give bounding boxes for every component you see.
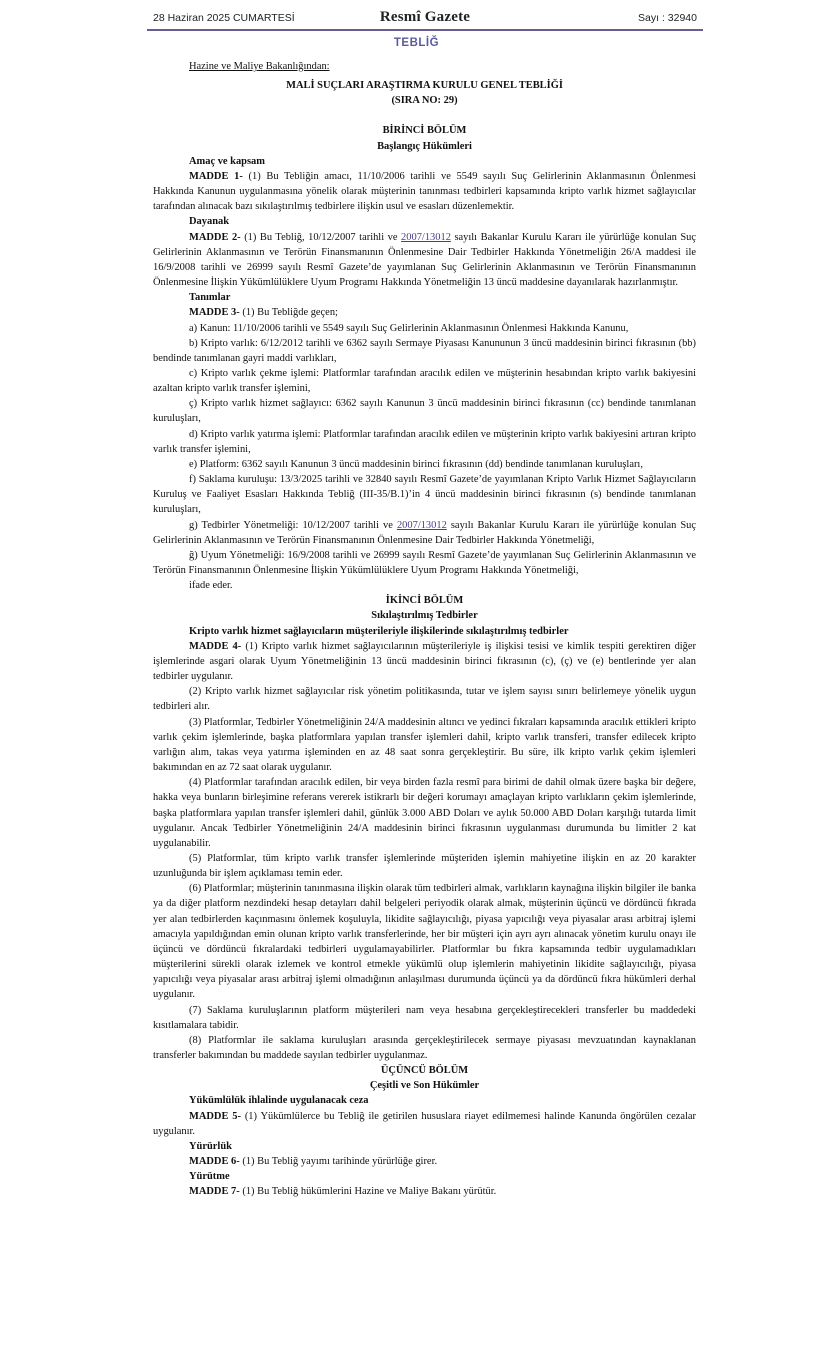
gazette-header bbox=[147, 8, 703, 31]
article-2-text-a: (1) Bu Tebliğ, 10/12/2007 tarihli ve bbox=[244, 231, 398, 243]
definition-g-text-b: sayılı Bakanlar Kurulu Kararı ile yürürlüğe konulan Suç Gelirlerinin Aklanmasının ve Terörün Finansmanının Önlenmesine Dair Tedbirler Hakkında Yönetmeliği, bbox=[153, 519, 697, 546]
definition-e: e) Platform: 6362 sayılı Kanunun 3 üncü maddesinin birinci fıkrasının (dd) bendinde tanımlanan kuruluşları, bbox=[189, 458, 643, 470]
part1-heading: BİRİNCİ BÖLÜM bbox=[382, 125, 467, 137]
article-1-label: MADDE 1- bbox=[189, 170, 243, 182]
article-4-p7: (7) Saklama kuruluşlarının platform müşterileri nam veya hesabına gerçekleştirecekleri transferler bu maddedeki kısıtlamalara tabidir. bbox=[153, 1004, 696, 1031]
section-type: TEBLİĞ bbox=[393, 37, 440, 49]
heading-article-4: Kripto varlık hizmet sağlayıcıların müşterileriyle ilişkilerinde sıkılaştırılmış tedbirler bbox=[189, 625, 569, 637]
heading-tanimlar: Tanımlar bbox=[189, 292, 231, 304]
article-3 bbox=[153, 305, 696, 320]
part1-subheading: Başlangıç Hükümleri bbox=[377, 140, 472, 152]
article-5-label: MADDE 5- bbox=[189, 1110, 241, 1122]
decree-link[interactable]: 2007/13012 bbox=[396, 519, 447, 531]
article-2-label: MADDE 2- bbox=[189, 231, 241, 243]
article-4 bbox=[153, 639, 696, 684]
ifade-eder: ifade eder. bbox=[189, 580, 233, 592]
definition-a: a) Kanun: 11/10/2006 tarihli ve 5549 sayılı Suç Gelirlerinin Aklanmasının Önlenmesi Hakkında Kanunu, bbox=[189, 322, 629, 334]
article-6 bbox=[153, 1154, 696, 1169]
part2-subheading: Sıkılaştırılmış Tedbirler bbox=[371, 610, 478, 622]
article-4-p5: (5) Platformlar, tüm kripto varlık transfer işlemlerinde müşteriden işlemin mahiyetine ilişkin en az 20 karakter uzunluğunda bir işlem açıklaması temin eder. bbox=[153, 852, 696, 880]
article-3-text: (1) Bu Tebliğde geçen; bbox=[242, 307, 338, 319]
document-body bbox=[153, 59, 696, 1200]
part3-subheading: Çeşitli ve Son Hükümler bbox=[369, 1080, 480, 1092]
definition-c: c) Kripto varlık çekme işlemi: Platformlar tarafından aracılık edilen ve müşterinin hesabından kripto varlık bakiyesini azaltan kripto varlık transfer işlemini, bbox=[153, 367, 696, 395]
article-4-p8: (8) Platformlar ile saklama kuruluşları arasında gerçekleştirilecek sermaye piyasası mevzuatından kaynaklanan transferler bakımından bu maddede sayılan tedbirler uygulanmaz. bbox=[153, 1034, 696, 1061]
article-4-label: MADDE 4- bbox=[189, 640, 242, 652]
definition-g-text-a: g) Tedbirler Yönetmeliği: 10/12/2007 tarihli ve bbox=[189, 519, 393, 531]
gazette-name: Resmî Gazete bbox=[379, 9, 471, 25]
article-1-text: (1) Bu Tebliğin amacı, 11/10/2006 tarihli ve 5549 sayılı Suç Gelirlerinin Aklanmasının Önlenmesi Hakkında Kanunun uygulanmasına yönelik olarak müşterinin tanınması tedbirleri kapsamında kripto varlık hizmet sağlayıcılar tarafından alınacak bazı sıkılaştırılmış tedbirlere ilişkin usul ve esasları düzenlemektir. bbox=[153, 170, 696, 213]
article-4-p3: (3) Platformlar, Tedbirler Yönetmeliğinin 24/A maddesinin altıncı ve yedinci fıkraları kapsamında aracılık ettikleri kripto varlık çekim işlemlerinde, başka platformlara yapılan transfer işlemleri dahil, kripto varlık transferi, transfer edilecek kripto varlığın alım, takas veya yatırma işleminden en az 48 saat sonra gerçekleştirir. Bu süre, ilk kripto varlık çekim işlemleri bakımından en az 72 saat olarak uygulanır. bbox=[153, 716, 696, 774]
definition-gg: ğ) Uyum Yönetmeliği: 16/9/2008 tarihli ve 26999 sayılı Resmî Gazete’de yayımlanan Suç Gelirlerinin Aklanmasının ve Terörün Finansmanının Önlenmesine İlişkin Yükümlülüklere Uyum Programı Hakkında Yönetmeliği, bbox=[153, 549, 696, 576]
definition-d: d) Kripto varlık yatırma işlemi: Platformlar tarafından aracılık edilen ve müşterinin kripto varlık bakiyesini artıran kripto varlık transfer işlemini, bbox=[153, 428, 696, 455]
doc-title: MALİ SUÇLARI ARAŞTIRMA KURULU GENEL TEBLİĞİ bbox=[286, 80, 563, 92]
definition-cc: ç) Kripto varlık hizmet sağlayıcı: 6362 sayılı Kanunun 3 üncü maddesinin birinci fıkrasının (cc) bendinde tanımlanan kuruluşları, bbox=[153, 398, 696, 425]
heading-yururluk: Yürürlük bbox=[189, 1140, 232, 1152]
article-7-label: MADDE 7- bbox=[189, 1186, 240, 1198]
article-2 bbox=[153, 230, 696, 291]
article-2-text-b: sayılı Bakanlar Kurulu Kararı ile yürürlüğe konulan Suç Gelirlerinin Aklanmasının ve Terörün Finansmanının Önlenmesine Dair Tedbirler Hakkında Yönetmeliğin 26/A maddesi ile 16/9/2008 tarihli ve 26999 sayılı Resmî Gazete’de yayımlanan Suç Gelirlerinin Aklanmasının ve Terörün Finansmanının Önlenmesine İlişkin Yükümlülüklere Uyum Programı Hakkında Yönetmeliğin 13 üncü maddesine dayanılarak hazırlanmıştır. bbox=[153, 231, 697, 289]
article-4-p4: (4) Platformlar tarafından aracılık edilen, bir veya birden fazla resmî para birimi de dahil olmak üzere başka bir değere, hakka veya bunların birleşimine referans vererek istikrarlı bir değeri korumayı amaçlayan kripto varlıkların çekim işlemlerinde, başka platformlara yapılan transfer işlemleri dahil, günlük 3.000 ABD Doları ve aylık 50.000 ABD Doları karşılığı tutarda limit uygulanır. Ancak Tedbirler Yönetmeliğinin 24/A maddesinin birinci fıkrasının uygulanması durumunda bu limitler 2 kat uygulanabilir. bbox=[153, 777, 696, 849]
heading-ceza: Yükümlülük ihlalinde uygulanacak ceza bbox=[189, 1095, 369, 1107]
article-6-text: (1) Bu Tebliğ yayımı tarihinde yürürlüğe girer. bbox=[242, 1156, 438, 1168]
definition-b: b) Kripto varlık: 6/12/2012 tarihli ve 6362 sayılı Sermaye Piyasası Kanununun 3 üncü maddesinin birinci fıkrasının (bb) bendinde tanımlanan gayri maddi varlıkları, bbox=[153, 337, 696, 364]
definition-g bbox=[153, 518, 696, 548]
article-3-label: MADDE 3- bbox=[189, 307, 240, 319]
article-5-text: (1) Yükümlülerce bu Tebliğ ile getirilen hususlara riayet edilmemesi halinde Kanunda öngörülen cezalar uygulanır. bbox=[153, 1110, 696, 1137]
article-7-text: (1) Bu Tebliğ hükümlerini Hazine ve Maliye Bakanı yürütür. bbox=[242, 1186, 497, 1198]
doc-subtitle: (SIRA NO: 29) bbox=[391, 95, 458, 107]
ministry: Hazine ve Maliye Bakanlığından: bbox=[189, 61, 330, 72]
heading-amac: Amaç ve kapsam bbox=[189, 155, 265, 167]
header-date: 28 Haziran 2025 CUMARTESİ bbox=[153, 12, 295, 24]
article-1 bbox=[153, 169, 696, 214]
article-5 bbox=[153, 1109, 696, 1139]
article-6-label: MADDE 6- bbox=[189, 1156, 240, 1168]
article-4-p2: (2) Kripto varlık hizmet sağlayıcılar risk yönetim politikasında, tutar ve işlem sayısı sınırı belirlemeye yönelik uygun tedbirleri alır. bbox=[153, 686, 696, 713]
article-7 bbox=[153, 1184, 696, 1199]
decree-link[interactable]: 2007/13012 bbox=[401, 231, 451, 243]
heading-dayanak: Dayanak bbox=[189, 216, 230, 228]
part2-heading: İKİNCİ BÖLÜM bbox=[385, 595, 464, 607]
article-4-p1: (1) Kripto varlık hizmet sağlayıcılarının müşterileriyle iş ilişkisi tesisi ve kimlik tespiti gerektiren diğer işlemlerinde asgari olarak Uyum Yönetmeliğinin 13 üncü maddesinin birinci fıkrasının (c), (ç) ve (e) bentlerinde yer alan tedbirler uygulanır. bbox=[153, 640, 697, 683]
heading-yurutme: Yürütme bbox=[189, 1171, 230, 1183]
part3-heading: ÜÇÜNCÜ BÖLÜM bbox=[380, 1065, 469, 1077]
article-4-p6: (6) Platformlar; müşterinin tanınmasına ilişkin olarak tüm tedbirleri almak, varlıkların kaynağına ilişkin bilgiler ile banka ya da diğer platform nezdindeki hesap detayları dahil belgeleri periyodik olarak almak, müşterinin üçüncü ve dördüncü fıkrada yer alan tedbirlerden kaçınmasını önlemek koşuluyla, likidite sağlayıcılığı, piyasa yapıcılığı veya piyasalar arası arbitraj işlemi amacıyla yapıldığından emin olunan kripto varlık transferlerinde, her bir müşteri için ayrı ayrı alınacak yönetim kurulu onayı ile üçüncü ve dördüncü fıkralardaki tedbirleri uygulamayabilirler. Platformlar bu fıkra kapsamında tedbir uygulamadıkları müşterilerini sürekli olarak izlemek ve kontrol etmekle yükümlü olup işlemlerin mahiyetinin likidite sağlayıcılığı, piyasa yapıcılığı veya piyasalar arası arbitraj işlemi olmadığının anlaşılması durumunda üçüncü ya da dördüncü fıkra hükümleri derhal uygulanır. bbox=[153, 883, 696, 1001]
issue-number: Sayı : 32940 bbox=[638, 12, 697, 24]
definition-f: f) Saklama kuruluşu: 13/3/2025 tarihli ve 32840 sayılı Resmî Gazete’de yayımlanan Kripto Varlık Hizmet Sağlayıcıların Kuruluş ve Faaliyet Esasları Hakkında Tebliğ (III-35/B.1)’in 4 üncü maddesinin birinci fıkrasının (s) bendinde tanımlanan kuruluşları, bbox=[153, 474, 696, 516]
